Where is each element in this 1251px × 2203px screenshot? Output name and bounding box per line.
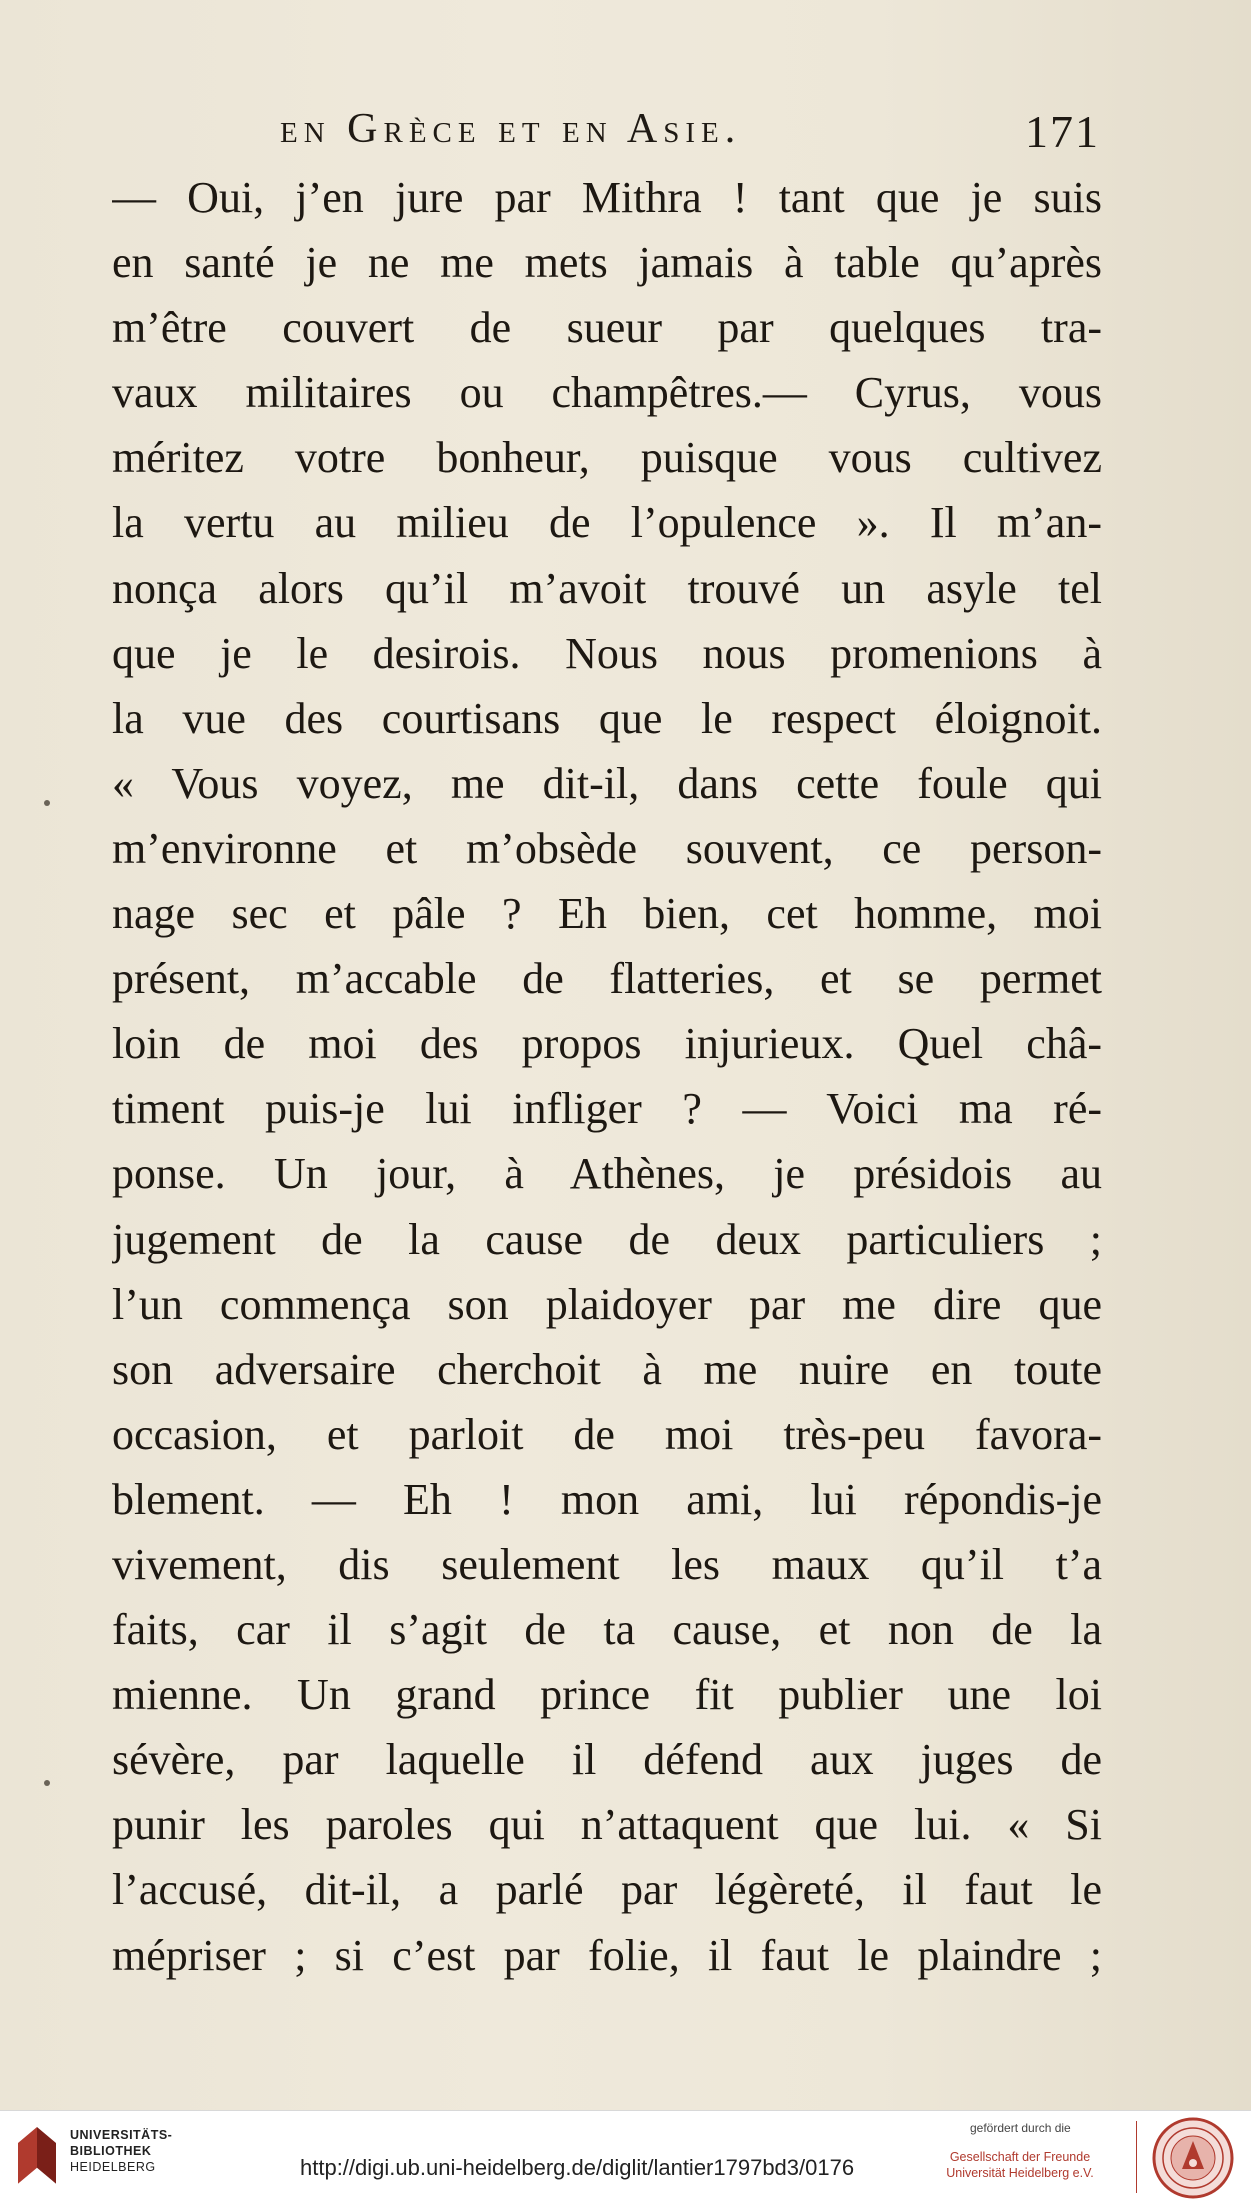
- margin-mark: [44, 800, 50, 806]
- text-line: sévère, par laquelle il défend aux juges de: [112, 1735, 1102, 1785]
- sponsor-name-line: Universität Heidelberg e.V.: [946, 2166, 1094, 2180]
- library-name-line: HEIDELBERG: [70, 2160, 156, 2174]
- text-line: — Oui, j’en jure par Mithra ! tant que je suis: [112, 173, 1102, 222]
- running-title: en Grèce et en Asie.: [280, 106, 742, 152]
- text-line: jugement de la cause de deux particuliers ;: [112, 1214, 1102, 1264]
- text-line: en santé je ne me mets jamais à table qu’après: [112, 238, 1102, 288]
- text-line: nage sec et pâle ? Eh bien, cet homme, moi: [112, 889, 1102, 939]
- viewer-footer: [0, 2110, 1251, 2203]
- page-number: 171: [1025, 106, 1100, 157]
- sponsor-name: [940, 2149, 1100, 2181]
- text-line: présent, m’accable de flatteries, et se permet: [112, 954, 1102, 1004]
- text-line: punir les paroles qui n’attaquent que lui. « Si: [112, 1800, 1102, 1850]
- page-header: [280, 105, 1100, 155]
- sponsor-label: gefördert durch die: [970, 2121, 1071, 2135]
- text-line: la vertu au milieu de l’opulence ». Il m’an-: [112, 498, 1102, 548]
- text-line: que je le desirois. Nous nous promenions à: [112, 628, 1102, 678]
- text-line: faits, car il s’agit de ta cause, et non de la: [112, 1605, 1102, 1655]
- library-name-line: UNIVERSITÄTS-: [70, 2128, 173, 2142]
- library-name-line: BIBLIOTHEK: [70, 2144, 152, 2158]
- margin-mark: [44, 1780, 50, 1786]
- text-line: l’accusé, dit-il, a parlé par légèreté, il faut le: [112, 1865, 1102, 1915]
- footer-divider: [1136, 2121, 1137, 2193]
- text-line: m’être couvert de sueur par quelques tra-: [112, 303, 1102, 353]
- university-seal-icon: [1152, 2117, 1234, 2199]
- text-line: la vue des courtisans que le respect éloignoit.: [112, 693, 1102, 743]
- library-name: [70, 2127, 172, 2175]
- text-line: blement. — Eh ! mon ami, lui répondis-je: [112, 1474, 1102, 1524]
- body-text: [112, 165, 1102, 1988]
- sponsor-name-line: Gesellschaft der Freunde: [949, 2150, 1091, 2164]
- permalink-url[interactable]: http://digi.ub.uni-heidelberg.de/diglit/lantier1797bd3/0176: [300, 2155, 855, 2180]
- text-line: son adversaire cherchoit à me nuire en toute: [112, 1344, 1102, 1394]
- text-line: vivement, dis seulement les maux qu’il t’a: [112, 1539, 1102, 1589]
- text-line: « Vous voyez, me dit-il, dans cette foule qui: [112, 758, 1102, 808]
- text-line: loin de moi des propos injurieux. Quel châ-: [112, 1019, 1102, 1069]
- text-line: ponse. Un jour, à Athènes, je présidois au: [112, 1149, 1102, 1199]
- text-line: méritez votre bonheur, puisque vous cultivez: [112, 433, 1102, 483]
- text-line: m’environne et m’obsède souvent, ce person-: [112, 823, 1102, 873]
- text-line: occasion, et parloit de moi très-peu favora-: [112, 1409, 1102, 1459]
- text-line: l’un commença son plaidoyer par me dire que: [112, 1279, 1102, 1329]
- text-line: vaux militaires ou champêtres.— Cyrus, vous: [112, 368, 1102, 418]
- text-line: timent puis-je lui infliger ? — Voici ma ré-: [112, 1084, 1102, 1134]
- text-line: nonça alors qu’il m’avoit trouvé un asyle tel: [112, 563, 1102, 613]
- text-line: mépriser ; si c’est par folie, il faut le plaindre ;: [112, 1930, 1102, 1980]
- university-library-logo-icon: [12, 2123, 62, 2189]
- text-line: mienne. Un grand prince fit publier une loi: [112, 1670, 1102, 1720]
